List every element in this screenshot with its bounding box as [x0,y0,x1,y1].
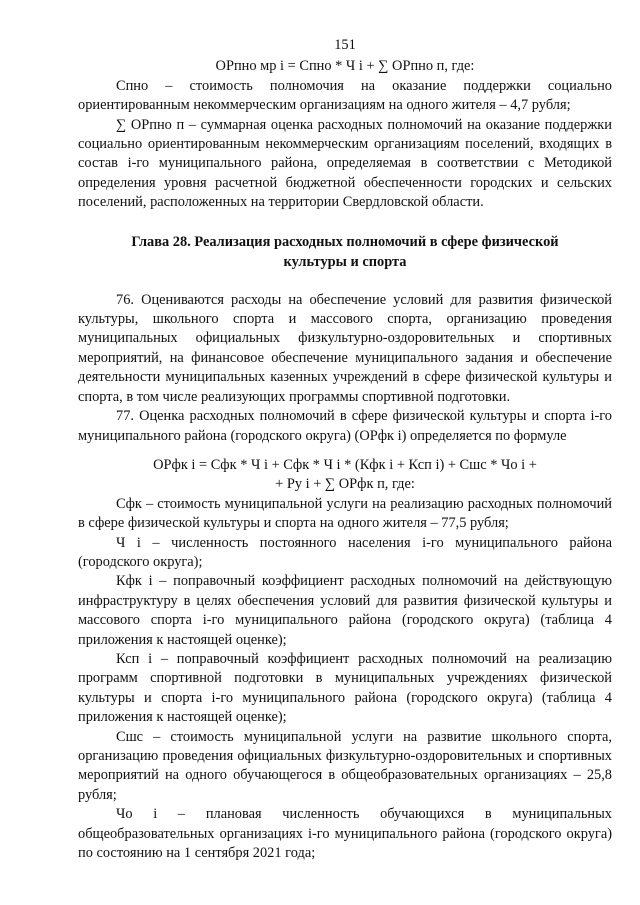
definition-sum-orpno: ∑ ОРпно п – суммарная оценка расходных полномочий на оказание поддержки социально ориентированным некоммерческим организациям поселений, входящих в состав i-го муниципального района, определяемая в соответствии с Методикой определения уровня расчетной бюджетной обеспеченности городских и сельских поселений, расположенных на территории Свердловской области. [78,116,612,211]
paragraph-76: 76. Оцениваются расходы на обеспечение условий для развития физической культуры, школьного спорта и массового спорта, организацию проведения муниципальных официальных физкультурно-оздоровительных и спортивных мероприятий, на финансовое обеспечение муниципального задания и обеспечение деятельности муниципальных казенных учреждений в сфере физической культуры и спорта, в том числе реализующих программы спортивной подготовки. [78,291,612,405]
definition-sshs: Сшс – стоимость муниципальной услуги на развитие школьного спорта, организацию проведения официальных физкультурно-оздоровительных и спортивных мероприятий на одного обучающегося в общеобразовательных организациях – 25,8 рубля; [78,728,612,803]
definition-spno: Спно – стоимость полномочия на оказание поддержки социально ориентированным некоммерческим организациям на одного жителя – 4,7 рубля; [78,77,612,114]
chapter-heading: Глава 28. Реализация расходных полномочий в сфере физической культуры и спорта [131,233,559,270]
formula-orfk-line-2: + Ру i + ∑ ОРфк п, где: [275,476,415,493]
definition-cho: Чо i – плановая численность обучающихся в муниципальных общеобразовательных организациях i-го муниципального района (городского округа) по состоянию на 1 сентября 2021 года; [78,806,612,862]
page-number: 151 [334,37,356,53]
definition-sfk: Сфк – стоимость муниципальной услуги на реализацию расходных полномочий в сфере физической культуры и спорта на одного жителя – 77,5 рубля; [78,495,612,532]
definition-kfk: Кфк i – поправочный коэффициент расходных полномочий на действующую инфраструктуру в целях обеспечения условий для развития физической культуры и массового спорта i-го муниципального района (городского округа) (таблица 4 приложения к настоящей оценке); [78,573,612,648]
document-page [78,36,612,863]
definition-ch: Ч i – численность постоянного населения i-го муниципального района (городского округа); [78,534,612,570]
formula-orfk-line-1: ОРфк i = Сфк * Ч i + Сфк * Ч i * (Кфк i + Ксп i) + Сшс * Чо i + [153,456,537,473]
definition-ksp: Ксп i – поправочный коэффициент расходных полномочий на реализацию программ спортивной подготовки в муниципальных учреждениях физической культуры и спорта i-го муниципального района (городского округа) (таблица 4 приложения к настоящей оценке); [78,650,612,726]
formula-orpno: ОРпно мр i = Спно * Ч i + ∑ ОРпно п, где: [215,58,475,75]
paragraph-77: 77. Оценка расходных полномочий в сфере физической культуры и спорта i-го муниципального района (городского округа) (ОРфк i) определяется по формуле [78,408,612,444]
